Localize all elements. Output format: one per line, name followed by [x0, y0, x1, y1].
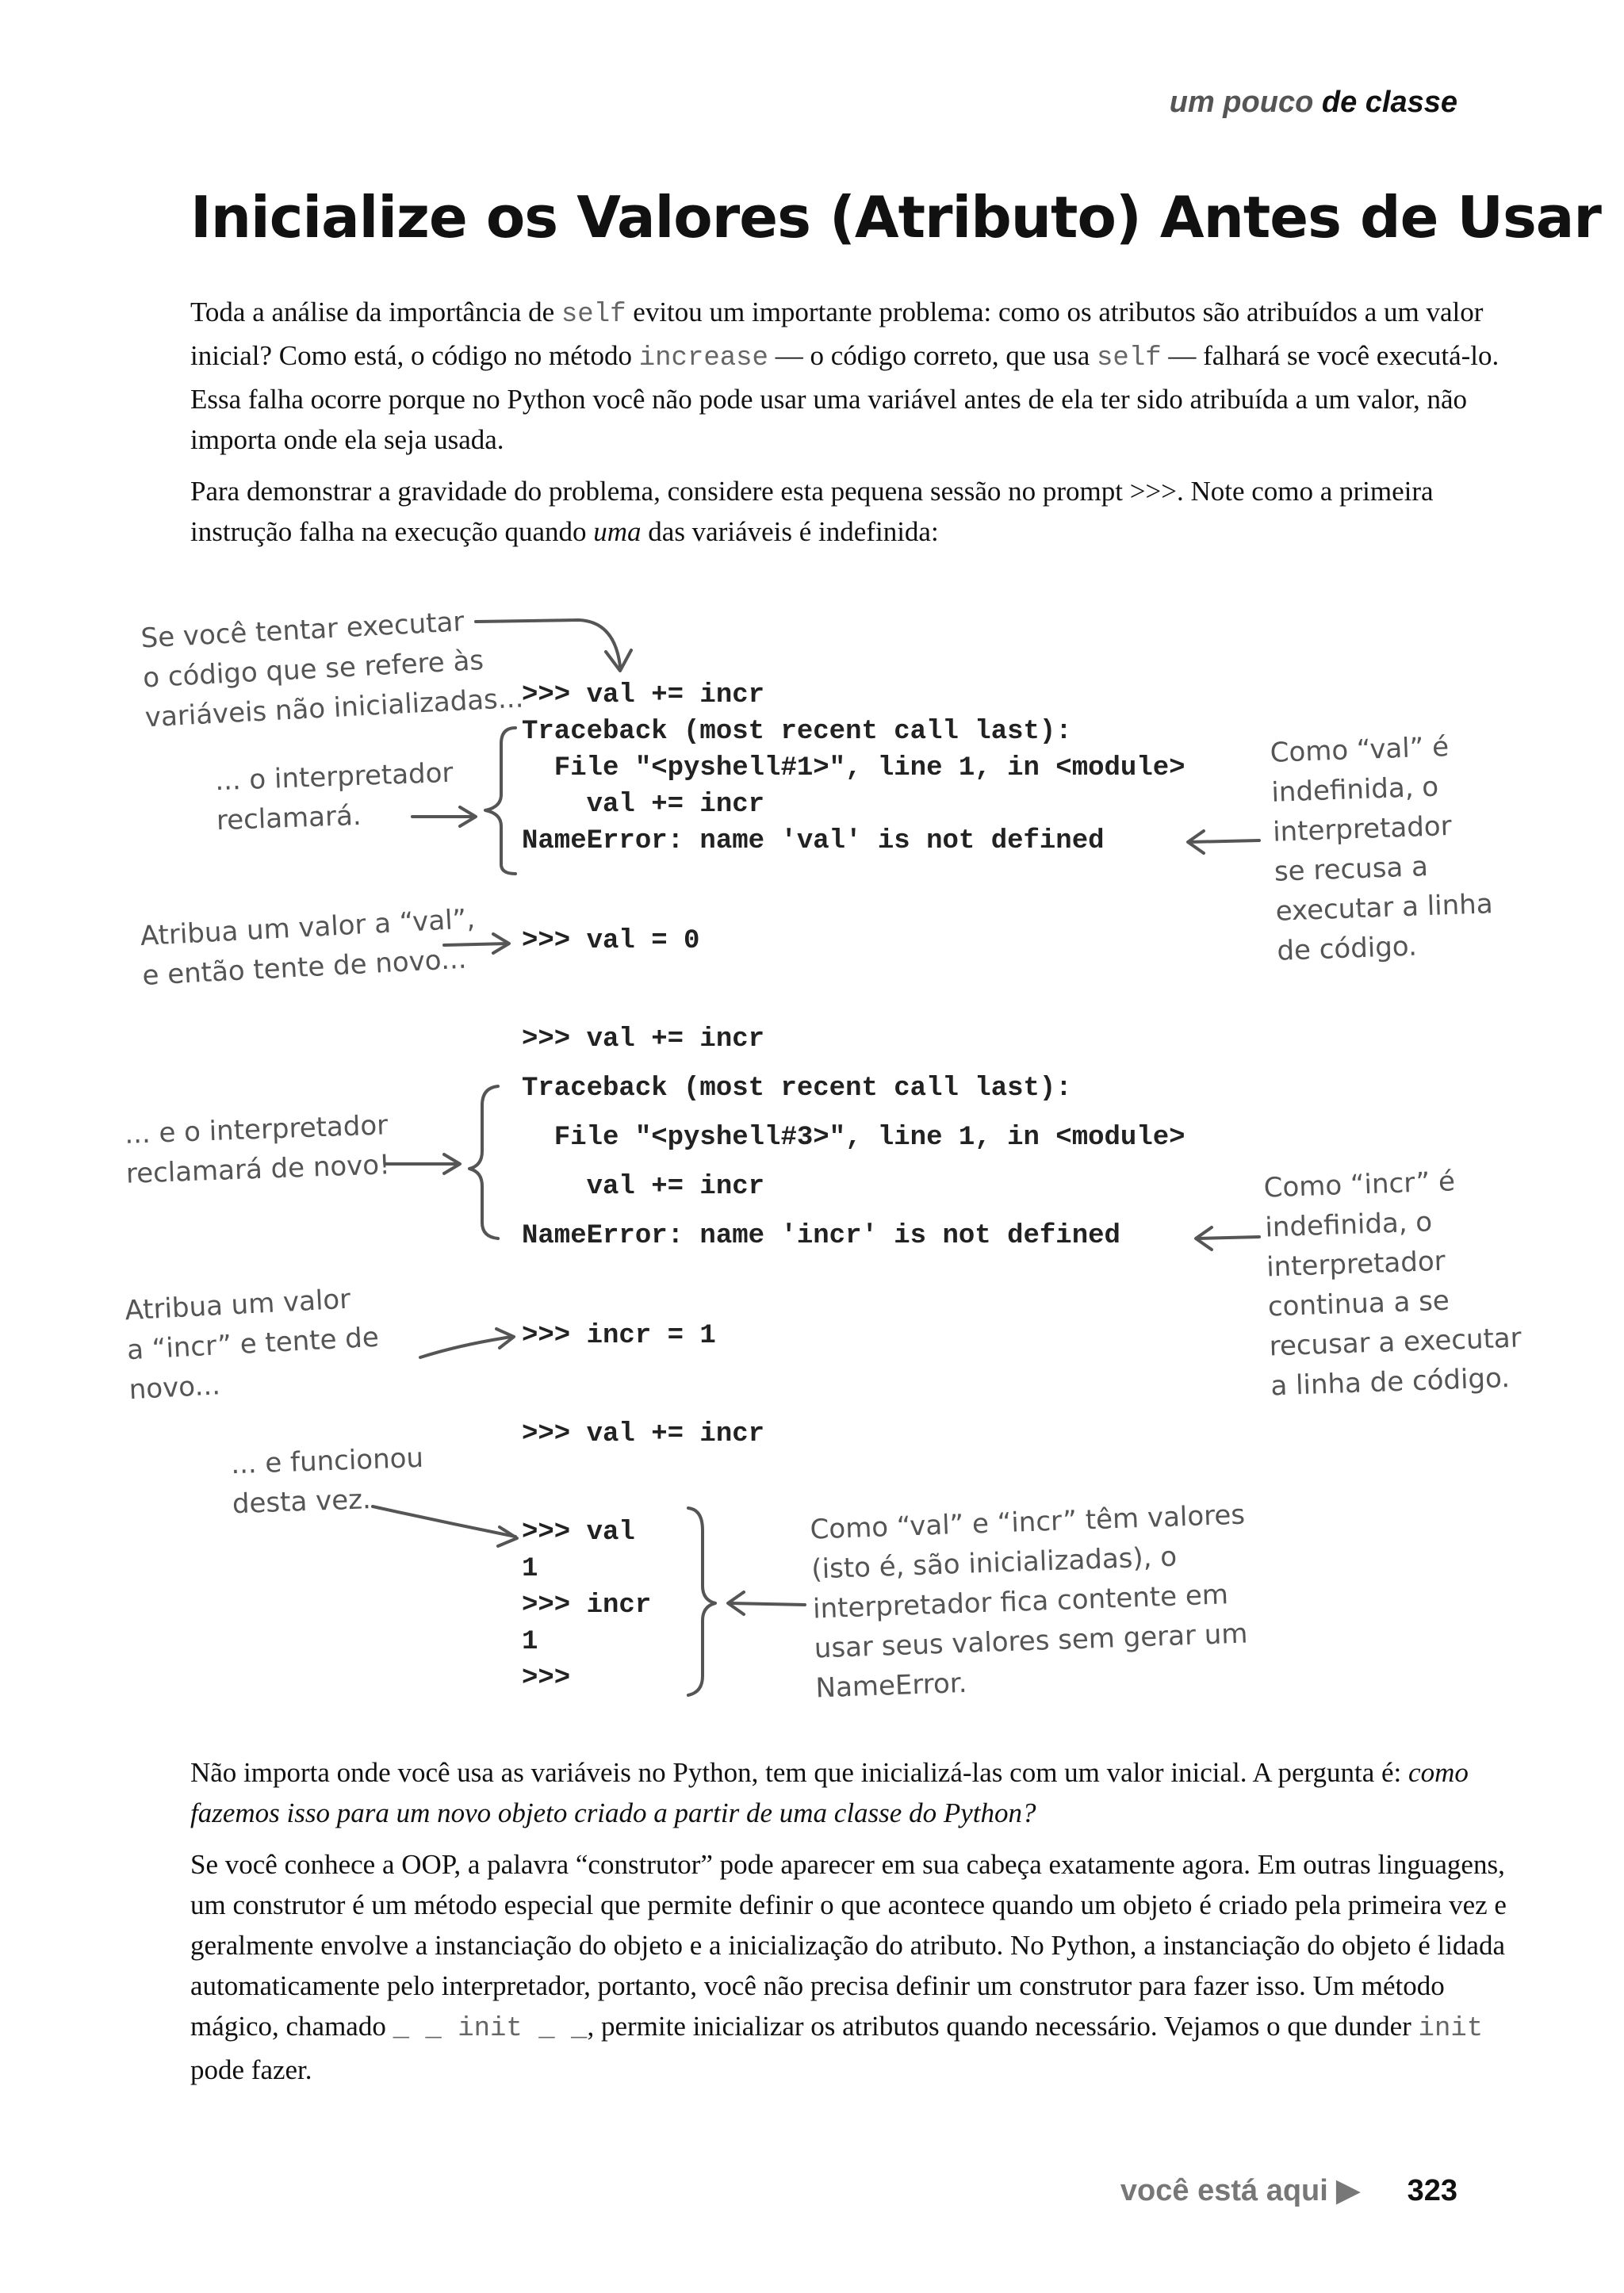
code-line: NameError: name 'val' is not defined — [522, 826, 1105, 856]
annotation-complains-again: ... e o interpretador reclamará de novo! — [124, 1109, 391, 1190]
code-line: >>> val += incr — [522, 1024, 765, 1055]
outro-paragraph-2: Se você conhece a OOP, a palavra “construtor” pode aparecer em sua cabeça exatamente agora. Em outras linguagens, um construtor é um método especial que permite definir o que acontece quando um objeto é criado pela primeira vez e geralmente envolve a instanciação do objeto e a inicialização do atributo. No Python, a instanciação do objeto é lidada automaticamente pelo interpretador, portanto, você não precisa definir um construtor para fazer isso. Um método mágico, chamado _ _ init _ _, permite inicializar os atributos quando necessário. Vejamos o que dunder init pode fazer. — [190, 1849, 1507, 2085]
arrowhead — [498, 1527, 517, 1546]
intro-paragraph-2: Para demonstrar a gravidade do problema, considere esta pequena sessão no prompt >>>. Note como a primeira instrução falha na execução quando uma das variáveis é indefinida: — [190, 476, 1434, 547]
running-head — [1170, 86, 1457, 120]
code-line: >>> val += incr — [522, 680, 765, 710]
code-line: NameError: name 'incr' is not defined — [522, 1221, 1120, 1251]
annotation-uninitialized: Se você tentar executar o código que se refere às variáveis não inicializadas... — [140, 606, 525, 734]
arrow-from-val-note — [1189, 840, 1259, 842]
arrowhead — [728, 1592, 744, 1614]
brace-traceback-2 — [469, 1086, 498, 1238]
annotation-incr-undefined: Como “incr” é indefinida, o interpretador continua a se recusar a executar a linha de código. — [1263, 1166, 1522, 1403]
annotation-assign-val: Atribua um valor a “val”, e então tente de novo... — [139, 903, 476, 992]
arrow-to-incr-assignment — [420, 1337, 511, 1357]
annotation-worked: ... e funcionou desta vez. — [230, 1441, 424, 1521]
footer-label: você está aqui ▶ — [1120, 2174, 1360, 2207]
code-line: 1 — [522, 1554, 538, 1584]
arrowhead — [496, 1329, 514, 1348]
intro-text — [190, 292, 1538, 552]
brace-traceback-1 — [485, 728, 515, 874]
intro-paragraph-1: Toda a análise da importância de self evitou um importante problema: como os atributos são atribuídos a um valor inicial? Como está, o código no método increase — o código correto, que usa self — falhará se você executá-lo. Essa falha ocorre porque no Python você não pode usar uma variável antes de ela ter sido atribuída a um valor, não importa onde ela seja usada. — [190, 297, 1500, 455]
code-line: val += incr — [522, 790, 765, 820]
annotation-val-undefined: Como “val” é indefinida, o interpretador se recusa a executar a linha de código. — [1270, 731, 1494, 967]
outro-paragraph-1: Não importa onde você usa as variáveis no Python, tem que inicializá-las com um valor inicial. A pergunta é: como fazemos isso para um novo objeto criado a partir de uma classe do Python? — [190, 1757, 1469, 1828]
arrowhead — [460, 807, 476, 826]
code-line: >>> val = 0 — [522, 926, 700, 956]
code-line: >>> val — [522, 1518, 635, 1548]
code-line: File "<pyshell#3>", line 1, in <module> — [522, 1123, 1185, 1153]
code-line: >>> incr = 1 — [522, 1321, 716, 1351]
annotation-initialized: Como “val” e “incr” têm valores (isto é, são inicializadas), o interpretador fica contente em usar seus valores sem gerar um NameError. — [809, 1499, 1249, 1705]
page-title: Inicialize os Valores (Atributo) Antes de Usar — [190, 184, 1601, 251]
code-line: Traceback (most recent call last): — [522, 1074, 1072, 1104]
code-line: val += incr — [522, 1172, 765, 1202]
page-number: 323 — [1407, 2174, 1457, 2207]
arrow-from-incr-note — [1197, 1237, 1259, 1238]
code-line: Traceback (most recent call last): — [522, 717, 1072, 747]
code-line: File "<pyshell#1>", line 1, in <module> — [522, 753, 1185, 783]
running-head-part2: de classe — [1321, 86, 1457, 119]
code-line: >>> — [522, 1663, 571, 1694]
brace-output — [688, 1508, 715, 1695]
arrowhead — [444, 1154, 460, 1173]
code-line: >>> val += incr — [522, 1419, 765, 1449]
arrowhead — [1188, 831, 1204, 853]
outro-text — [190, 1752, 1538, 2090]
annotation-assign-incr: Atribua um valor a “incr” e tente de novo... — [124, 1283, 380, 1407]
code-line: >>> incr — [522, 1591, 652, 1621]
code-line: 1 — [522, 1627, 538, 1657]
arrow-from-init-note — [730, 1603, 805, 1605]
running-head-part1: um pouco — [1169, 86, 1322, 119]
annotation-interpreter-complains: ... o interpretador reclamará. — [214, 756, 454, 837]
arrowhead — [493, 934, 509, 953]
page-footer — [1120, 2172, 1457, 2208]
arrowhead — [606, 650, 631, 671]
arrowhead — [1196, 1227, 1212, 1250]
